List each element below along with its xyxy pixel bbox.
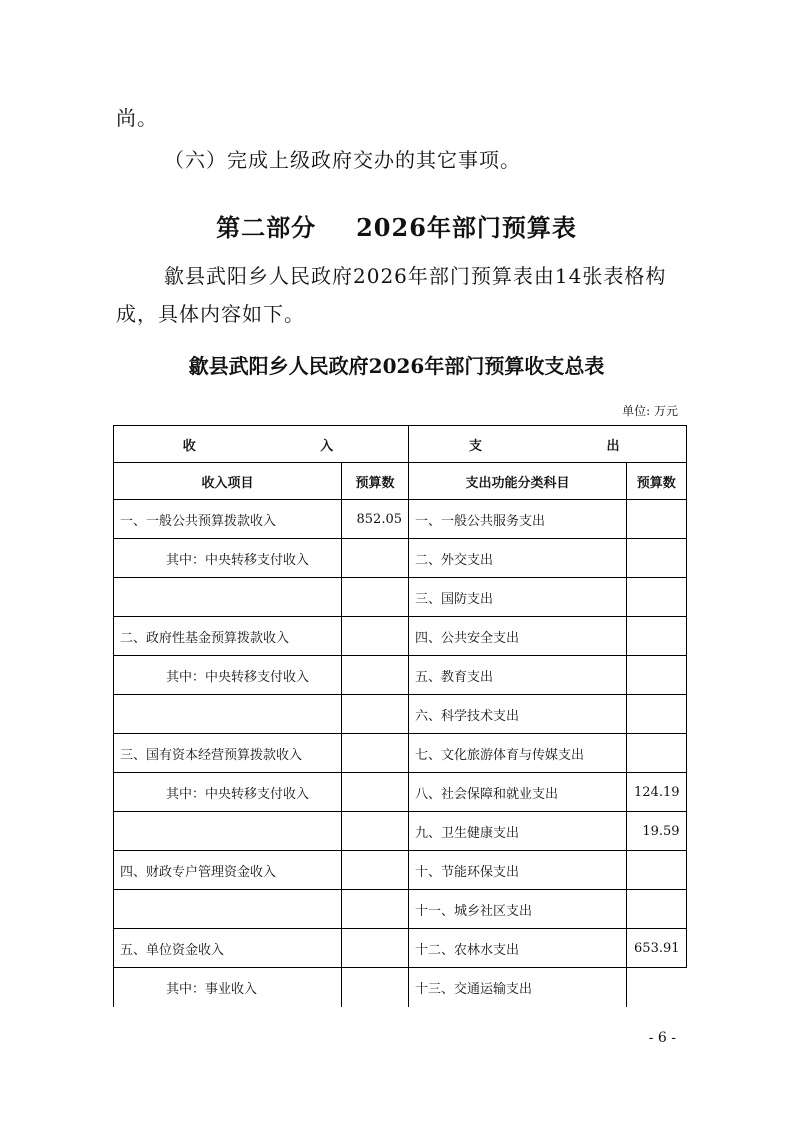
expense-amount-cell <box>626 968 686 1007</box>
expense-item-cell: 五、教育支出 <box>409 656 627 695</box>
page-number: - 6 - <box>648 1030 676 1046</box>
income-amount-cell <box>342 539 409 578</box>
income-amount-cell <box>342 656 409 695</box>
expense-amount-cell <box>626 539 686 578</box>
income-item-cell: 二、政府性基金预算拨款收入 <box>114 617 342 656</box>
expense-amount-cell <box>626 734 686 773</box>
income-item-cell <box>114 695 342 734</box>
table-row <box>114 812 687 851</box>
income-item-cell <box>114 812 342 851</box>
income-section-header: 收 入 <box>114 426 409 463</box>
table-row <box>114 968 687 1007</box>
expense-amount-cell <box>626 695 686 734</box>
income-amount-cell <box>342 695 409 734</box>
intro-paragraph-line-2: 成，具体内容如下。 <box>116 302 305 326</box>
income-item-cell: 一、一般公共预算拨款收入 <box>114 500 342 539</box>
income-item-cell <box>114 578 342 617</box>
income-amount-header: 预算数 <box>342 463 409 500</box>
table-row <box>114 734 687 773</box>
income-item-cell <box>114 890 342 929</box>
expense-item-cell: 三、国防支出 <box>409 578 627 617</box>
expense-amount-cell <box>626 578 686 617</box>
income-amount-cell <box>342 773 409 812</box>
part-title-subject: 2026年部门预算表 <box>356 213 577 242</box>
unit-label: 单位: 万元 <box>622 404 678 418</box>
expense-item-cell: 七、文化旅游体育与传媒支出 <box>409 734 627 773</box>
income-item-cell: 五、单位资金收入 <box>114 929 342 968</box>
paragraph-continuation: 尚。 <box>116 106 158 130</box>
table-row <box>114 890 687 929</box>
table-column-header-row <box>114 463 687 500</box>
income-amount-cell <box>342 617 409 656</box>
table-row <box>114 656 687 695</box>
expense-amount-cell <box>626 851 686 890</box>
expense-amount-cell <box>626 500 686 539</box>
expense-item-cell: 六、科学技术支出 <box>409 695 627 734</box>
income-item-header: 收入项目 <box>114 463 342 500</box>
income-amount-cell <box>342 851 409 890</box>
income-amount-cell <box>342 890 409 929</box>
expense-item-cell: 十二、农林水支出 <box>409 929 627 968</box>
expense-amount-cell <box>626 890 686 929</box>
expense-amount-cell: 653.91 <box>626 929 686 968</box>
expense-item-cell: 四、公共安全支出 <box>409 617 627 656</box>
income-amount-cell: 852.05 <box>342 500 409 539</box>
expense-section-header: 支 出 <box>409 426 687 463</box>
income-amount-cell <box>342 929 409 968</box>
expense-amount-cell <box>626 656 686 695</box>
expense-item-cell: 一、一般公共服务支出 <box>409 500 627 539</box>
table-row <box>114 500 687 539</box>
table-row <box>114 851 687 890</box>
income-item-cell: 四、财政专户管理资金收入 <box>114 851 342 890</box>
table-title: 歙县武阳乡人民政府2026年部门预算收支总表 <box>188 354 605 378</box>
expense-amount-cell <box>626 617 686 656</box>
expense-item-cell: 十三、交通运输支出 <box>409 968 627 1007</box>
table-row <box>114 578 687 617</box>
income-item-cell: 其中：中央转移支付收入 <box>114 773 342 812</box>
expense-amount-cell: 124.19 <box>626 773 686 812</box>
part-two-title <box>0 208 793 243</box>
income-item-cell: 三、国有资本经营预算拨款收入 <box>114 734 342 773</box>
income-item-cell: 其中：事业收入 <box>114 968 342 1007</box>
income-amount-cell <box>342 734 409 773</box>
expense-amount-header: 预算数 <box>626 463 686 500</box>
budget-summary-table <box>113 425 687 1007</box>
income-item-cell: 其中：中央转移支付收入 <box>114 656 342 695</box>
income-amount-cell <box>342 812 409 851</box>
table-row <box>114 539 687 578</box>
income-amount-cell <box>342 968 409 1007</box>
part-title-label: 第二部分 <box>216 213 317 242</box>
table-row <box>114 929 687 968</box>
intro-paragraph-line-1: 歙县武阳乡人民政府2026年部门预算表由14张表格构 <box>164 264 667 288</box>
table-row <box>114 617 687 656</box>
income-amount-cell <box>342 578 409 617</box>
expense-item-cell: 九、卫生健康支出 <box>409 812 627 851</box>
expense-amount-cell: 19.59 <box>626 812 686 851</box>
table-row <box>114 773 687 812</box>
table-section-header-row <box>114 426 687 463</box>
income-item-cell: 其中：中央转移支付收入 <box>114 539 342 578</box>
expense-item-cell: 十、节能环保支出 <box>409 851 627 890</box>
expense-item-cell: 八、社会保障和就业支出 <box>409 773 627 812</box>
expense-item-header: 支出功能分类科目 <box>409 463 627 500</box>
paragraph-item-six: （六）完成上级政府交办的其它事项。 <box>164 148 521 172</box>
expense-item-cell: 二、外交支出 <box>409 539 627 578</box>
table-row <box>114 695 687 734</box>
expense-item-cell: 十一、城乡社区支出 <box>409 890 627 929</box>
